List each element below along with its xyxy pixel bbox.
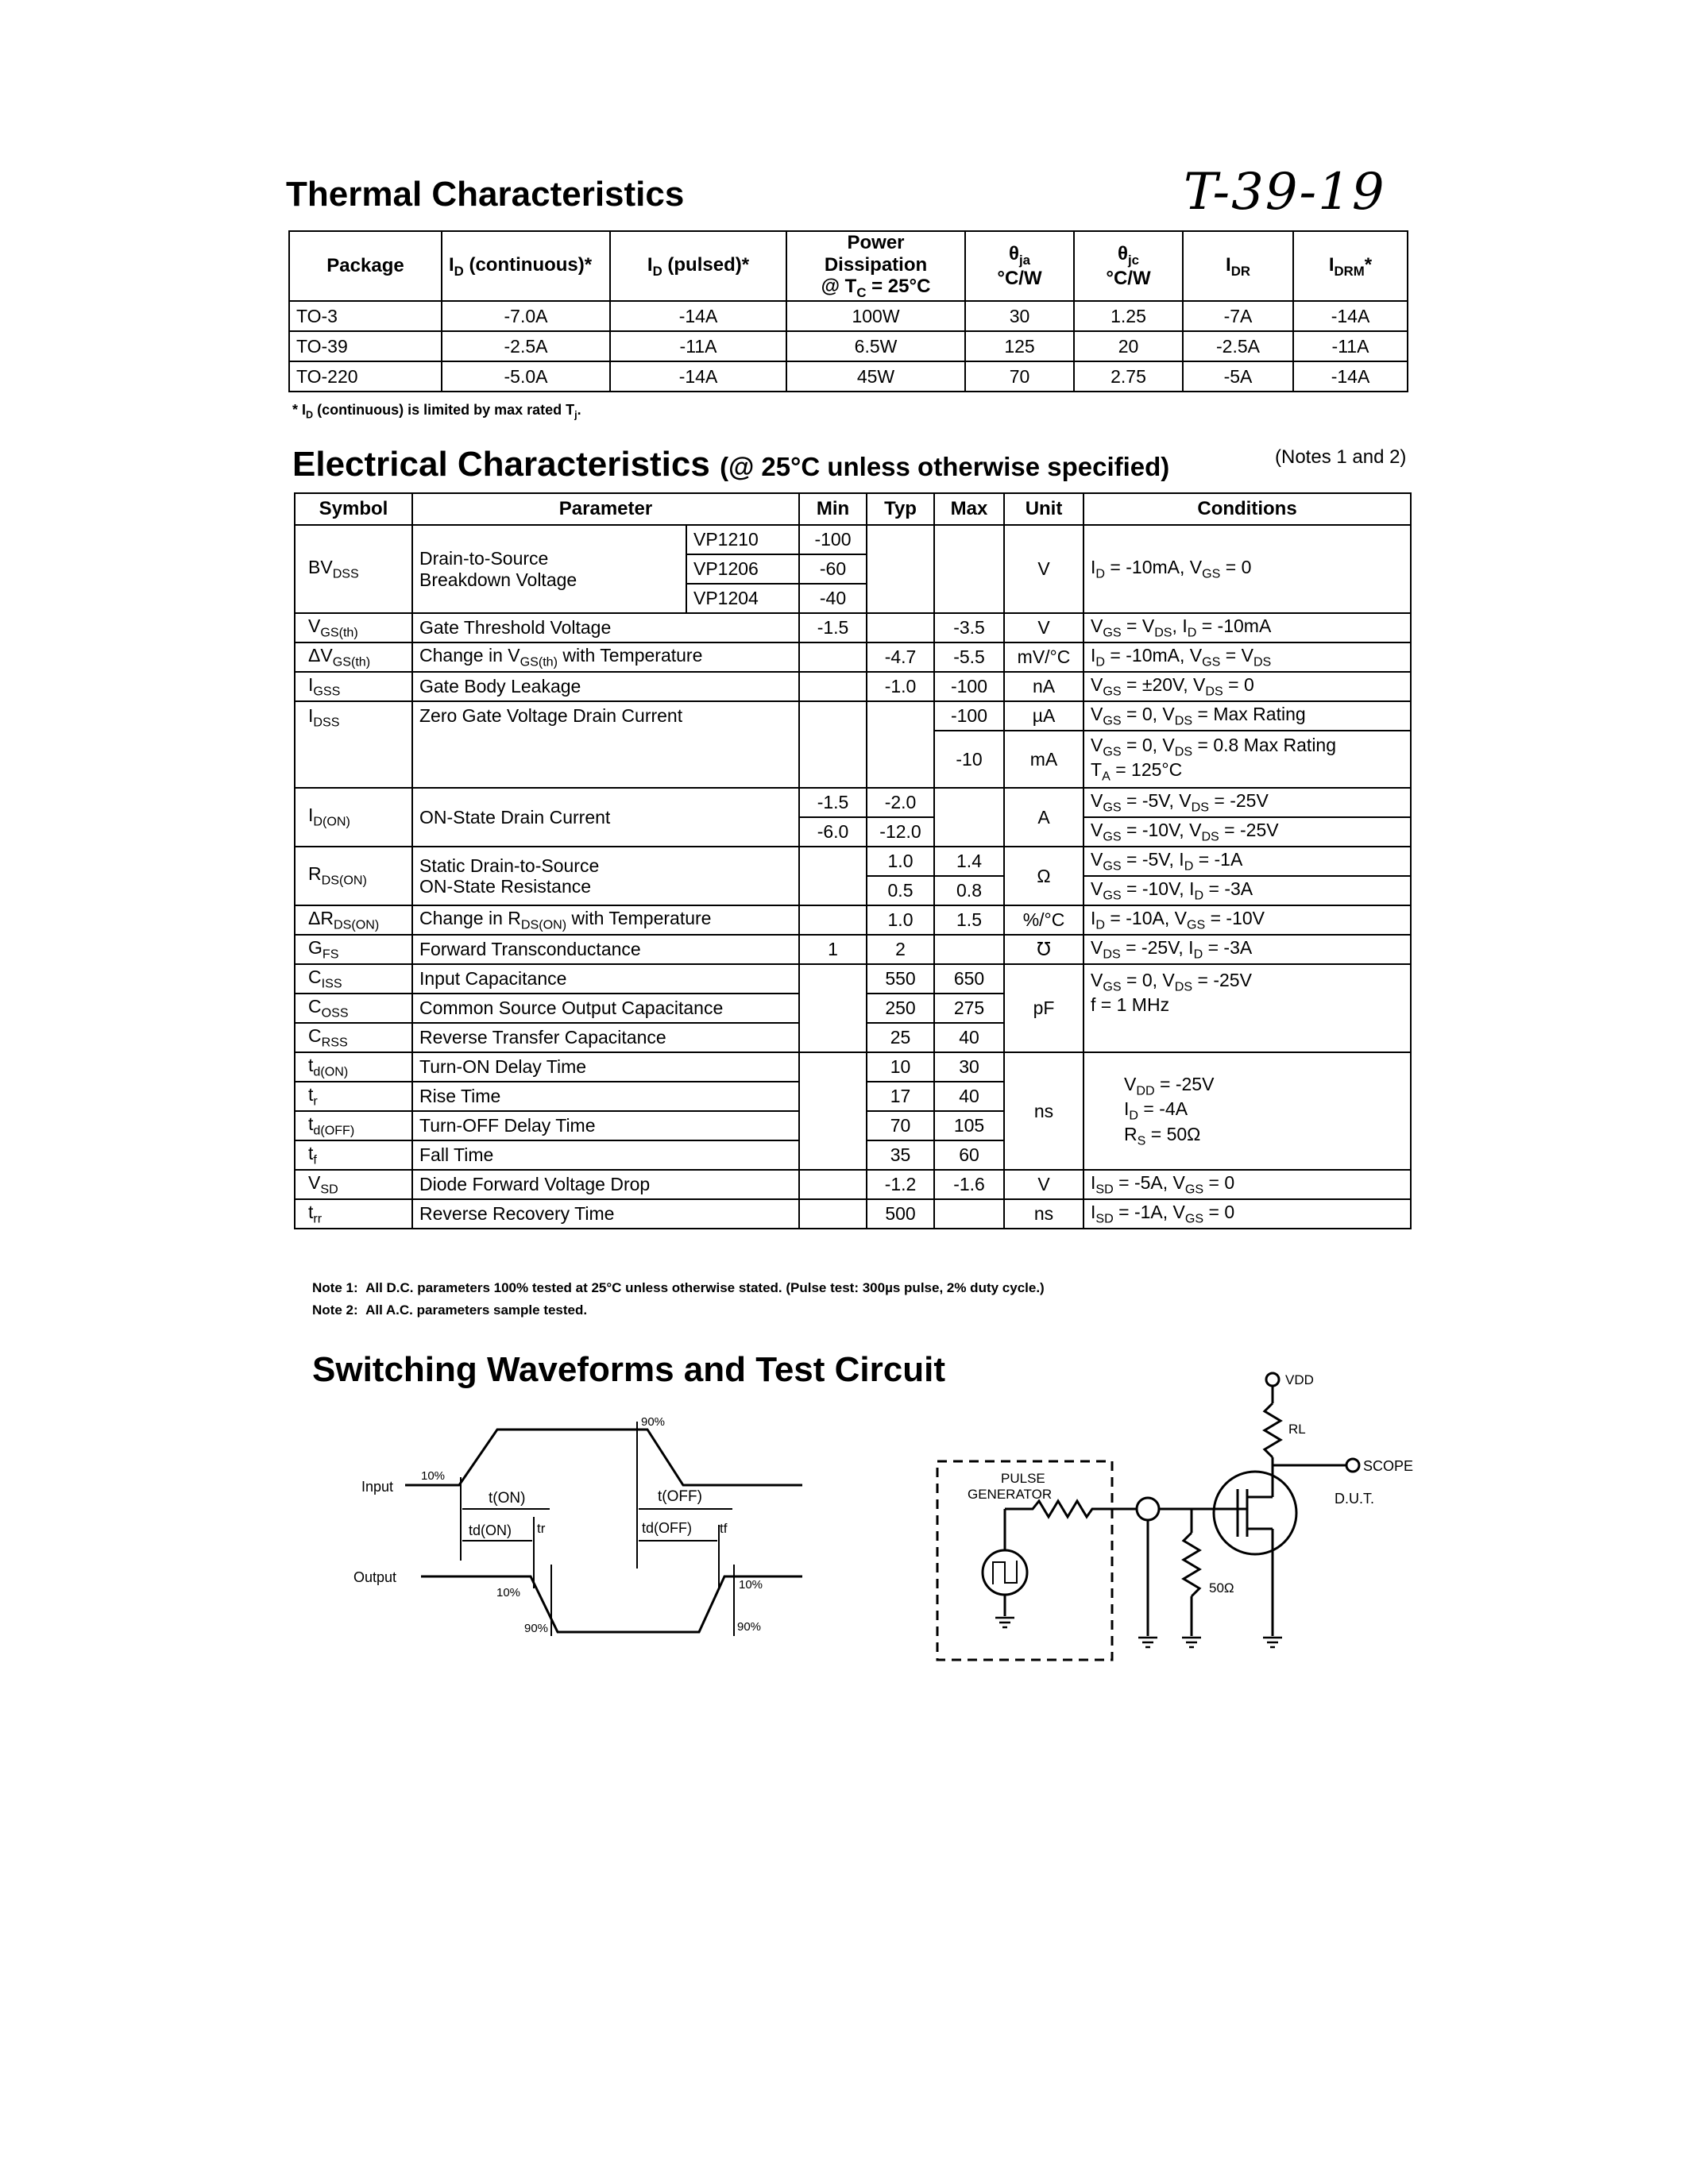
typ-tdon: 10 (867, 1052, 934, 1082)
th-theta-jc: $\theta_{jc}$ °C/W (1074, 231, 1183, 301)
min-drdson (799, 905, 867, 935)
cond-vsd: $I_{SD} = -5A$, $V_{GS} = 0$ (1083, 1170, 1411, 1199)
cond-trr: $I_{SD} = -1A$, $V_{GS} = 0$ (1083, 1199, 1411, 1229)
row-igss (295, 672, 1411, 701)
row-trr (295, 1199, 1411, 1229)
typ-idon-1: -2.0 (867, 788, 934, 817)
typ-igss: -1.0 (867, 672, 934, 701)
param-vsd: Diode Forward Voltage Drop (412, 1170, 799, 1199)
sym-dvgsth: $\Delta V_{GS(th)}$ (295, 642, 412, 672)
typ-crss: 25 (867, 1023, 934, 1052)
label-tr: tr (537, 1521, 546, 1536)
switching-title: Switching Waveforms and Test Circuit (312, 1350, 946, 1389)
sym-idon: $I_{D(ON)}$ (295, 788, 412, 847)
unit-drdson: %/°C (1004, 905, 1083, 935)
typ-tf: 35 (867, 1140, 934, 1170)
sym-tdon: $t_{d(ON)}$ (295, 1052, 412, 1082)
th-package: Package (289, 231, 442, 301)
unit-idss-2: mA (1004, 731, 1083, 788)
handwritten-reference: T-39-19 (1184, 163, 1386, 222)
cell-idrm: -11A (1293, 331, 1408, 361)
param-tr: Rise Time (412, 1082, 799, 1111)
unit-rdson: Ω (1004, 847, 1083, 905)
label-pulse: PULSE (1001, 1471, 1045, 1486)
min-dvgsth (799, 642, 867, 672)
max-tdon: 30 (934, 1052, 1004, 1082)
sym-trr: $t_{rr}$ (295, 1199, 412, 1229)
typ-tr: 17 (867, 1082, 934, 1111)
row-rdson (295, 847, 1411, 876)
part-vp1206: VP1206 (686, 554, 799, 584)
typ-gfs: 2 (867, 935, 934, 964)
max-tf: 60 (934, 1140, 1004, 1170)
param-tf: Fall Time (412, 1140, 799, 1170)
cond-idss-2: $V_{GS} = 0$, $V_{DS} = 0.8$ Max Rating $T_A = 125^\circ C$ (1083, 731, 1411, 788)
cond-rdson-2: $V_{GS} = -10V$, $I_D = -3A$ (1083, 876, 1411, 905)
unit-idon: A (1004, 788, 1083, 847)
cell-power: 6.5W (786, 331, 965, 361)
cell-id-pulsed: -14A (610, 301, 786, 331)
param-igss: Gate Body Leakage (412, 672, 799, 701)
min-idon-2: -6.0 (799, 817, 867, 847)
vdd-terminal-icon (1266, 1373, 1279, 1386)
cell-package: TO-39 (289, 331, 442, 361)
thermal-header-row (289, 231, 1408, 301)
th-idr: $I_{DR}$ (1183, 231, 1293, 301)
max-dvgsth: -5.5 (934, 642, 1004, 672)
label-input: Input (361, 1479, 394, 1495)
dut-mosfet-icon (1214, 1472, 1296, 1554)
label-out-10b: 10% (739, 1578, 763, 1592)
cond-idss-1: $V_{GS} = 0$, $V_{DS}$ = Max Rating (1083, 701, 1411, 731)
min-vp1204: -40 (799, 584, 867, 613)
min-idss (799, 701, 867, 788)
electrical-title: Electrical Characteristics (@ 25°C unless otherwise specified) (292, 445, 1170, 484)
param-dvgsth: Change in $V_{GS(th)}$ with Temperature (412, 642, 799, 672)
typ-vgsth (867, 613, 934, 642)
row-dvgsth (295, 642, 1411, 672)
max-vgsth: -3.5 (934, 613, 1004, 642)
min-vp1206: -60 (799, 554, 867, 584)
param-crss: Reverse Transfer Capacitance (412, 1023, 799, 1052)
param-tdoff: Turn-OFF Delay Time (412, 1111, 799, 1140)
max-rdson-2: 0.8 (934, 876, 1004, 905)
param-coss: Common Source Output Capacitance (412, 994, 799, 1023)
cell-theta-ja: 70 (965, 361, 1074, 392)
cell-theta-jc: 20 (1074, 331, 1183, 361)
typ-dvgsth: -4.7 (867, 642, 934, 672)
label-generator: GENERATOR (968, 1487, 1053, 1502)
param-ciss: Input Capacitance (412, 964, 799, 994)
unit-igss: nA (1004, 672, 1083, 701)
cell-idrm: -14A (1293, 301, 1408, 331)
cond-drdson: $I_D = -10A$, $V_{GS} = -10V$ (1083, 905, 1411, 935)
cell-theta-ja: 125 (965, 331, 1074, 361)
typ-trr: 500 (867, 1199, 934, 1229)
cell-package: TO-3 (289, 301, 442, 331)
max-ciss: 650 (934, 964, 1004, 994)
unit-vgsth: V (1004, 613, 1083, 642)
note-1: Note 1: All D.C. parameters 100% tested at 25°C unless otherwise stated. (Pulse test: 300µs pulse, 2% duty cycle.) (312, 1280, 1045, 1295)
cond-idon-2: $V_{GS} = -10V$, $V_{DS} = -25V$ (1083, 817, 1411, 847)
min-rdson (799, 847, 867, 905)
unit-switch: ns (1004, 1052, 1083, 1170)
cell-idrm: -14A (1293, 361, 1408, 392)
sym-coss: $C_{OSS}$ (295, 994, 412, 1023)
unit-trr: ns (1004, 1199, 1083, 1229)
cell-id-cont: -2.5A (442, 331, 610, 361)
th-theta-ja: $\theta_{ja}$ °C/W (965, 231, 1074, 301)
max-trr (934, 1199, 1004, 1229)
max-idss-2: -10 (934, 731, 1004, 788)
label-out-10: 10% (496, 1586, 521, 1599)
test-circuit-diagram (929, 1362, 1422, 1672)
cell-id-pulsed: -14A (610, 361, 786, 392)
sym-bvdss: $BV_{DSS}$ (295, 525, 412, 613)
load-resistor-icon (1265, 1403, 1280, 1457)
thermal-row-to220 (289, 361, 1408, 392)
notes-reference: (Notes 1 and 2) (1275, 446, 1407, 468)
sym-tr: $t_r$ (295, 1082, 412, 1111)
ground-icons (995, 1618, 1282, 1647)
param-vgsth: Gate Threshold Voltage (412, 613, 799, 642)
typ-rdson-1: 1.0 (867, 847, 934, 876)
sym-igss: $I_{GSS}$ (295, 672, 412, 701)
thermal-footnote: * $I_D$ (continuous) is limited by max rated $T_j$. (292, 402, 581, 421)
max-rdson-1: 1.4 (934, 847, 1004, 876)
param-trr: Reverse Recovery Time (412, 1199, 799, 1229)
row-ciss (295, 964, 1411, 994)
cell-power: 100W (786, 301, 965, 331)
cell-idr: -5A (1183, 361, 1293, 392)
sym-tdoff: $t_{d(OFF)}$ (295, 1111, 412, 1140)
cell-power: 45W (786, 361, 965, 392)
cond-gfs: $V_{DS} = -25V$, $I_D = -3A$ (1083, 935, 1411, 964)
unit-vsd: V (1004, 1170, 1083, 1199)
label-dut: D.U.T. (1335, 1491, 1375, 1507)
unit-dvgsth: mV/°C (1004, 642, 1083, 672)
typ-bvdss (867, 525, 934, 613)
note-2: Note 2: All A.C. parameters sample tested. (312, 1302, 588, 1318)
cond-igss: $V_{GS} = \pm 20V$, $V_{DS} = 0$ (1083, 672, 1411, 701)
th-max: Max (934, 493, 1004, 525)
label-scope: SCOPE (1363, 1458, 1414, 1474)
typ-vsd: -1.2 (867, 1170, 934, 1199)
sym-gfs: $G_{FS}$ (295, 935, 412, 964)
unit-idss-1: µA (1004, 701, 1083, 731)
row-tdon (295, 1052, 1411, 1082)
cond-rdson-1: $V_{GS} = -5V$, $I_D = -1A$ (1083, 847, 1411, 876)
th-power-dissipation: Power Dissipation @ $T_C = 25^\circ C$ (786, 231, 965, 301)
sym-drdson: $\Delta R_{DS(ON)}$ (295, 905, 412, 935)
row-vsd (295, 1170, 1411, 1199)
label-50-ohm: 50Ω (1209, 1580, 1234, 1596)
min-trr (799, 1199, 867, 1229)
part-vp1204: VP1204 (686, 584, 799, 613)
typ-idss (867, 701, 934, 788)
cond-dvgsth: $I_D = -10mA$, $V_{GS} = V_{DS}$ (1083, 642, 1411, 672)
cond-caps: $V_{GS} = 0$, $V_{DS} = -25V$ f = 1 MHz (1083, 964, 1411, 1052)
label-t-off: t(OFF) (658, 1488, 702, 1505)
cell-theta-jc: 2.75 (1074, 361, 1183, 392)
label-rl: RL (1288, 1422, 1306, 1437)
min-vp1210: -100 (799, 525, 867, 554)
typ-drdson: 1.0 (867, 905, 934, 935)
th-unit: Unit (1004, 493, 1083, 525)
cell-id-pulsed: -11A (610, 331, 786, 361)
min-idon-1: -1.5 (799, 788, 867, 817)
label-t-on: t(ON) (489, 1490, 526, 1507)
thermal-row-to39 (289, 331, 1408, 361)
max-gfs (934, 935, 1004, 964)
cell-id-cont: -7.0A (442, 301, 610, 331)
param-drdson: Change in $R_{DS(ON)}$ with Temperature (412, 905, 799, 935)
cond-bvdss: $I_D = -10mA$, $V_{GS} = 0$ (1083, 525, 1411, 613)
th-typ: Typ (867, 493, 934, 525)
cell-package: TO-220 (289, 361, 442, 392)
max-coss: 275 (934, 994, 1004, 1023)
max-tdoff: 105 (934, 1111, 1004, 1140)
th-parameter: Parameter (412, 493, 799, 525)
cond-vgsth: $V_{GS} = V_{DS}$, $I_D = -10mA$ (1083, 613, 1411, 642)
cell-theta-jc: 1.25 (1074, 301, 1183, 331)
min-switch (799, 1052, 867, 1170)
row-idon (295, 788, 1411, 817)
unit-bvdss: V (1004, 525, 1083, 613)
sym-crss: $C_{RSS}$ (295, 1023, 412, 1052)
th-symbol: Symbol (295, 493, 412, 525)
part-vp1210: VP1210 (686, 525, 799, 554)
input-waveform (405, 1430, 802, 1485)
sym-vsd: $V_{SD}$ (295, 1170, 412, 1199)
sym-idss: $I_{DSS}$ (295, 701, 412, 788)
min-vsd (799, 1170, 867, 1199)
label-vdd: VDD (1285, 1372, 1314, 1387)
th-id-continuous: $I_D$ (continuous)* (442, 231, 610, 301)
scope-terminal-icon (1346, 1459, 1359, 1472)
th-id-pulsed: $I_D$ (pulsed)* (610, 231, 786, 301)
typ-rdson-2: 0.5 (867, 876, 934, 905)
th-conditions: Conditions (1083, 493, 1411, 525)
label-output: Output (353, 1569, 397, 1585)
max-vsd: -1.6 (934, 1170, 1004, 1199)
max-tr: 40 (934, 1082, 1004, 1111)
param-idon: ON-State Drain Current (412, 788, 799, 847)
thermal-table (288, 230, 1408, 392)
electrical-header-row (295, 493, 1411, 525)
cell-id-cont: -5.0A (442, 361, 610, 392)
typ-coss: 250 (867, 994, 934, 1023)
min-gfs: 1 (799, 935, 867, 964)
sym-ciss: $C_{ISS}$ (295, 964, 412, 994)
max-bvdss (934, 525, 1004, 613)
sym-rdson: $R_{DS(ON)}$ (295, 847, 412, 905)
unit-caps: pF (1004, 964, 1083, 1052)
th-min: Min (799, 493, 867, 525)
label-out-90b: 90% (737, 1620, 762, 1634)
generator-resistor-icon (1005, 1501, 1112, 1517)
cond-idon-1: $V_{GS} = -5V$, $V_{DS} = -25V$ (1083, 788, 1411, 817)
resistor-50-icon (1184, 1533, 1199, 1596)
max-idss-1: -100 (934, 701, 1004, 731)
param-bvdss: Drain-to-Source Breakdown Voltage (412, 525, 686, 613)
row-bvdss (295, 525, 1411, 554)
switching-waveform-diagram (350, 1398, 826, 1652)
min-igss (799, 672, 867, 701)
row-idss (295, 701, 1411, 731)
row-gfs (295, 935, 1411, 964)
th-idrm: $I_{DRM}*$ (1293, 231, 1408, 301)
cond-switch: $V_{DD} = -25V$ $I_D = -4A$ $R_S = 50\Omega$ (1083, 1052, 1411, 1170)
label-td-off: td(OFF) (642, 1520, 692, 1536)
typ-tdoff: 70 (867, 1111, 934, 1140)
typ-idon-2: -12.0 (867, 817, 934, 847)
typ-ciss: 550 (867, 964, 934, 994)
thermal-title: Thermal Characteristics (286, 175, 685, 214)
param-gfs: Forward Transconductance (412, 935, 799, 964)
label-tf: tf (720, 1521, 728, 1536)
max-crss: 40 (934, 1023, 1004, 1052)
sym-tf: $t_f$ (295, 1140, 412, 1170)
param-idss: Zero Gate Voltage Drain Current (412, 701, 799, 788)
min-vgsth: -1.5 (799, 613, 867, 642)
thermal-row-to3 (289, 301, 1408, 331)
param-rdson: Static Drain-to-Source ON-State Resistance (412, 847, 799, 905)
min-caps (799, 964, 867, 1052)
max-igss: -100 (934, 672, 1004, 701)
connector-icon (1137, 1498, 1159, 1520)
max-idon (934, 788, 1004, 847)
label-td-on: td(ON) (469, 1522, 512, 1538)
electrical-table (294, 492, 1412, 1229)
max-drdson: 1.5 (934, 905, 1004, 935)
param-tdon: Turn-ON Delay Time (412, 1052, 799, 1082)
unit-gfs: ℧ (1004, 935, 1083, 964)
label-out-90: 90% (524, 1622, 549, 1635)
cell-idr: -7A (1183, 301, 1293, 331)
sym-vgsth: $V_{GS(th)}$ (295, 613, 412, 642)
row-drdson (295, 905, 1411, 935)
label-input-10: 10% (421, 1469, 446, 1483)
cell-idr: -2.5A (1183, 331, 1293, 361)
row-vgsth (295, 613, 1411, 642)
cell-theta-ja: 30 (965, 301, 1074, 331)
label-input-90: 90% (641, 1415, 666, 1429)
